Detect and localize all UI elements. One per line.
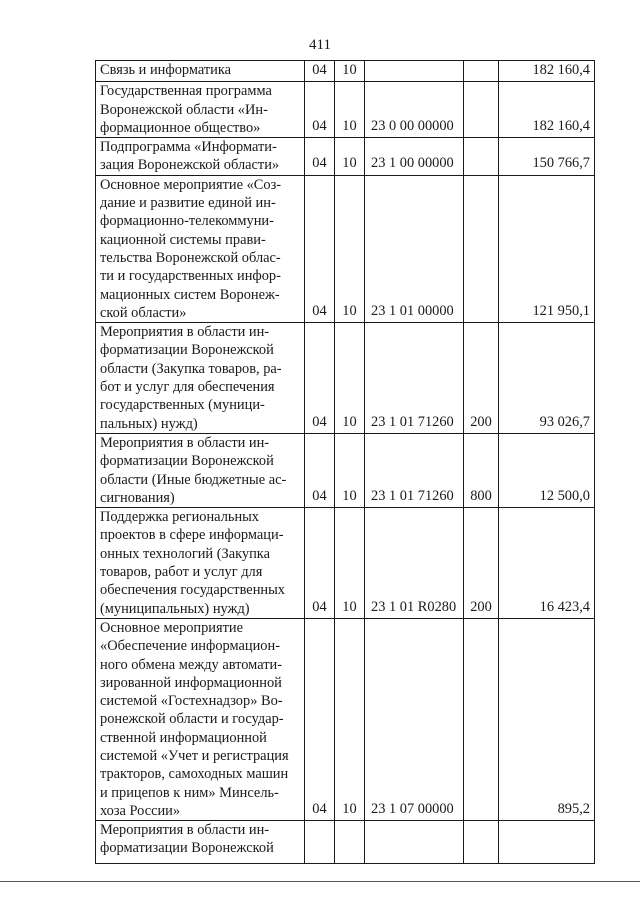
- row-subsection: 10: [335, 82, 365, 138]
- row-amount: 93 026,7: [499, 323, 595, 434]
- row-section: 04: [305, 138, 335, 176]
- row-section: [305, 821, 335, 864]
- table-row: [96, 618, 595, 820]
- row-amount: 182 160,4: [499, 61, 595, 82]
- row-amount: 182 160,4: [499, 82, 595, 138]
- table-row: [96, 323, 595, 434]
- row-amount: 895,2: [499, 618, 595, 820]
- row-subsection: 10: [335, 433, 365, 507]
- row-section: 04: [305, 61, 335, 82]
- page-number: 411: [309, 37, 331, 53]
- row-amount: 12 500,0: [499, 433, 595, 507]
- row-target-article: 23 1 01 71260: [365, 433, 464, 507]
- row-target-article: 23 1 01 71260: [365, 323, 464, 434]
- row-expense-type: 200: [464, 323, 499, 434]
- row-name: Государственная программа Воронежской области «Ин- формационное общество»: [96, 82, 305, 138]
- row-name: Основное мероприятие «Соз- дание и развитие единой ин- формационно-телекоммуни- кационной системы прави- тельства Воронежской облас- ти и государственных инфор- мационных систем Воронеж- ской области»: [96, 175, 305, 322]
- row-subsection: 10: [335, 175, 365, 322]
- row-name: Мероприятия в области ин- форматизации Воронежской области (Закупка товаров, ра- бот и услуг для обеспечения государственных (муници- пальных) нужд): [96, 323, 305, 434]
- row-section: 04: [305, 508, 335, 619]
- row-target-article: 23 1 01 00000: [365, 175, 464, 322]
- row-expense-type: [464, 61, 499, 82]
- row-expense-type: [464, 175, 499, 322]
- row-subsection: [335, 821, 365, 864]
- row-subsection: 10: [335, 508, 365, 619]
- row-name: Мероприятия в области ин- форматизации Воронежской области (Иные бюджетные ас- сигнования): [96, 433, 305, 507]
- row-amount: 121 950,1: [499, 175, 595, 322]
- row-target-article: [365, 821, 464, 864]
- row-expense-type: 800: [464, 433, 499, 507]
- row-amount: 150 766,7: [499, 138, 595, 176]
- table-row: [96, 821, 595, 864]
- table-row: [96, 138, 595, 176]
- row-section: 04: [305, 618, 335, 820]
- row-section: 04: [305, 82, 335, 138]
- row-amount: [499, 821, 595, 864]
- row-name: Подпрограмма «Информати- зация Воронежской области»: [96, 138, 305, 176]
- row-name: Поддержка региональных проектов в сфере информаци- онных технологий (Закупка товаров, работ и услуг для обеспечения государственных (муниципальных) нужд): [96, 508, 305, 619]
- row-expense-type: [464, 821, 499, 864]
- row-target-article: 23 1 07 00000: [365, 618, 464, 820]
- row-expense-type: [464, 82, 499, 138]
- table-row: [96, 61, 595, 82]
- row-section: 04: [305, 175, 335, 322]
- table-row: [96, 508, 595, 619]
- row-target-article: 23 1 01 R0280: [365, 508, 464, 619]
- row-target-article: [365, 61, 464, 82]
- row-name: Связь и информатика: [96, 61, 305, 82]
- row-subsection: 10: [335, 323, 365, 434]
- row-amount: 16 423,4: [499, 508, 595, 619]
- row-name: Мероприятия в области ин- форматизации Воронежской: [96, 821, 305, 864]
- row-target-article: 23 0 00 00000: [365, 82, 464, 138]
- row-expense-type: [464, 618, 499, 820]
- row-subsection: 10: [335, 138, 365, 176]
- row-subsection: 10: [335, 61, 365, 82]
- row-expense-type: 200: [464, 508, 499, 619]
- row-expense-type: [464, 138, 499, 176]
- row-section: 04: [305, 433, 335, 507]
- row-section: 04: [305, 323, 335, 434]
- table-row: [96, 433, 595, 507]
- budget-table: [95, 60, 595, 864]
- row-target-article: 23 1 00 00000: [365, 138, 464, 176]
- page-bottom-rule: [0, 881, 640, 882]
- row-name: Основное мероприятие «Обеспечение информацион- ного обмена между автомати- зированной информационной системой «Гостехнадзор» Во- ронежской области и государ- ственной информационной системой «Учет и регистрация тракторов, самоходных машин и прицепов к ним» Минсель- хоза России»: [96, 618, 305, 820]
- table-row: [96, 82, 595, 138]
- row-subsection: 10: [335, 618, 365, 820]
- table-row: [96, 175, 595, 322]
